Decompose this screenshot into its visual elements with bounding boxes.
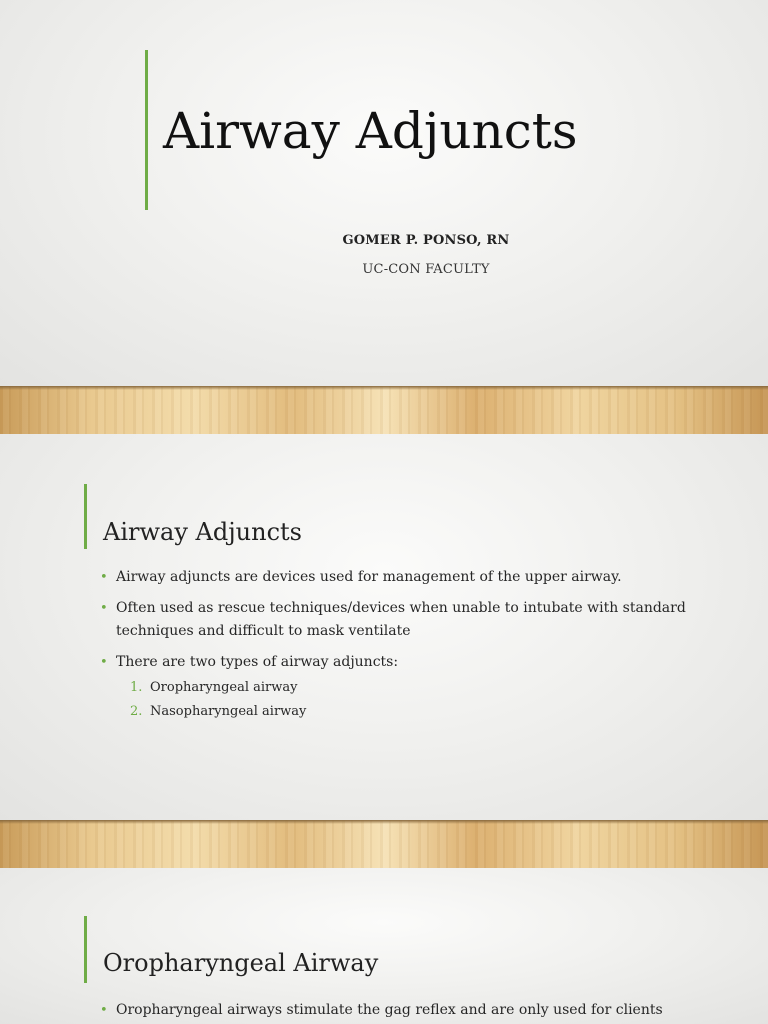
presentation-title: Airway Adjuncts (163, 102, 578, 160)
author-name: GOMER P. PONSO, RN (342, 233, 510, 248)
bullet-list (100, 566, 700, 724)
numbered-list (116, 676, 700, 724)
bullet-icon: • (100, 655, 108, 670)
slide-title: Oropharyngeal Airway (103, 949, 379, 977)
author-affiliation: UC-CON FACULTY (362, 262, 490, 277)
list-item: • Oropharyngeal airways stimulate the gag reflex and are only used for clients (100, 999, 720, 1022)
slide-title (0, 0, 768, 386)
list-item: • Airway adjuncts are devices used for management of the upper airway. (100, 566, 700, 589)
slide-oropharyngeal-airway (0, 868, 768, 1024)
list-item: • There are two types of airway adjuncts: 1. Oropharyngeal airway 2. Nasopharyngeal airway (100, 651, 700, 724)
bullet-icon: • (100, 601, 108, 616)
list-item: 2. Nasopharyngeal airway (130, 704, 307, 719)
bullet-icon: • (100, 1003, 108, 1018)
slide-airway-adjuncts (0, 434, 768, 820)
accent-bar (145, 50, 148, 210)
slide-title: Airway Adjuncts (103, 518, 302, 546)
bullet-icon: • (100, 570, 108, 585)
list-item: 1. Oropharyngeal airway (130, 680, 298, 695)
accent-bar (84, 916, 87, 983)
wood-divider (0, 820, 768, 868)
bullet-list (100, 999, 720, 1022)
wood-divider (0, 386, 768, 434)
accent-bar (84, 484, 87, 549)
list-item: • Often used as rescue techniques/devices when unable to intubate with standard techniques and difficult to mask ventilate (100, 597, 700, 643)
